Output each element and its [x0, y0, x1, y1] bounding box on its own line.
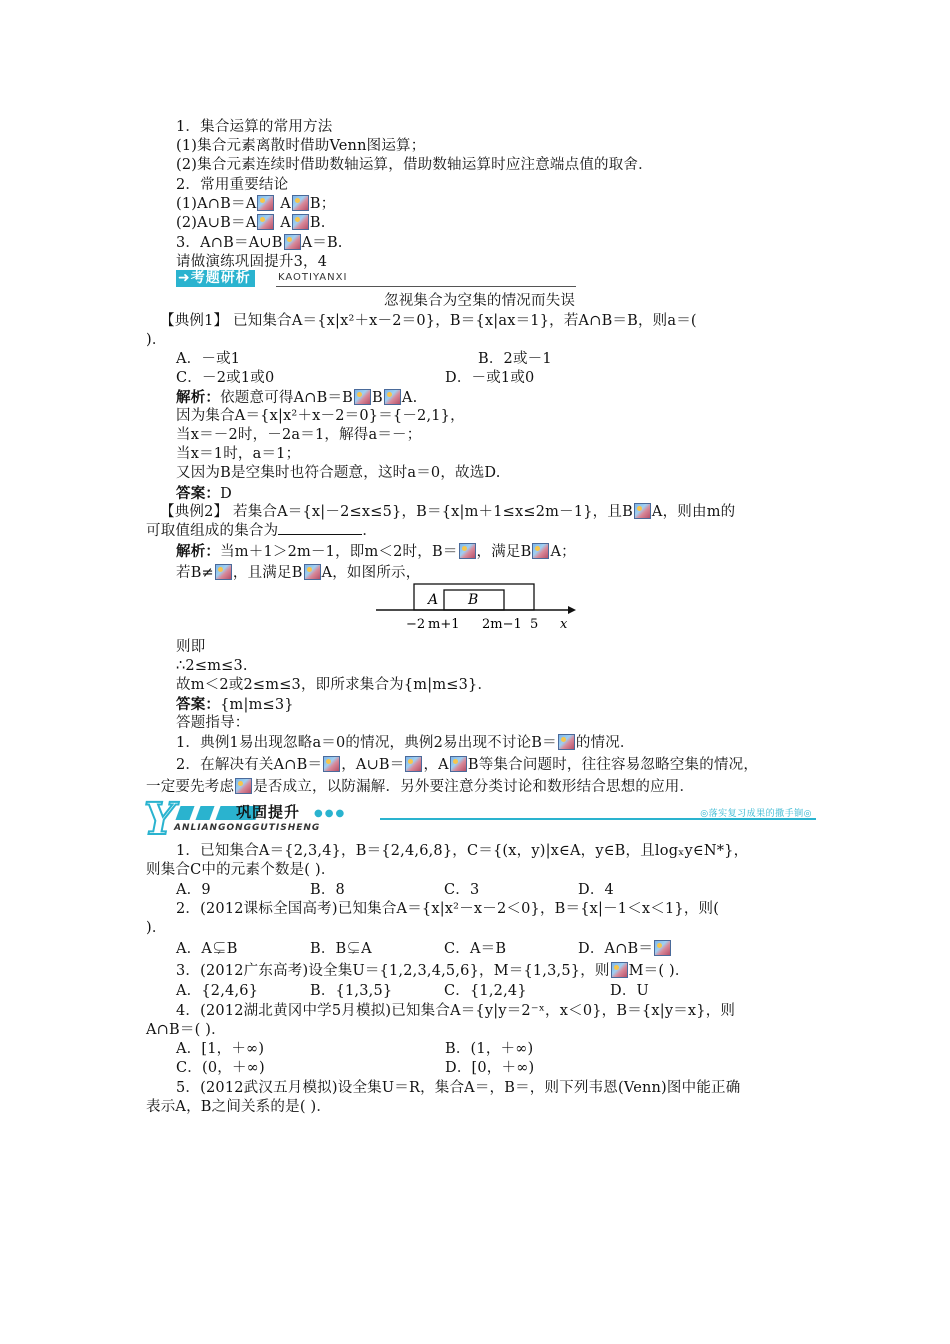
text-line	[176, 734, 635, 753]
option-a: A．9	[176, 882, 211, 898]
option-b: B．B⊊A	[310, 941, 372, 957]
text: 2．在解决有关A∩B＝	[176, 757, 323, 773]
text: 3．(2012广东高考)设全集U＝{1,2,3,4,5,6}，M＝{1,3,5}，则	[176, 963, 610, 979]
missing-image-icon	[235, 778, 252, 794]
option-c: C．(0，＋∞)	[176, 1060, 265, 1076]
missing-image-icon	[257, 214, 274, 230]
text: ，A∪B＝	[341, 757, 405, 773]
option-c: C．A＝B	[444, 941, 507, 957]
banner-title: 巩固提升	[236, 803, 301, 821]
banner-tag	[176, 270, 255, 287]
missing-image-icon	[304, 564, 321, 580]
tick-label: 2m−1	[482, 617, 522, 632]
text: 若B≠	[176, 565, 214, 581]
number-line-figure	[372, 582, 582, 634]
option-d: D．－或1或0	[445, 370, 535, 386]
text: (1)A∩B＝A	[176, 196, 257, 212]
tick-label: −2	[406, 617, 426, 632]
option-a: A．A⊊B	[176, 941, 238, 957]
option-b: B．8	[310, 882, 345, 898]
text: A；	[550, 544, 576, 560]
missing-image-icon	[405, 756, 422, 772]
missing-image-icon	[354, 389, 371, 405]
practice-question: 2．(2012课标全国高考)已知集合A＝{x|x²－x－2＜0}，B＝{x|－1＜x＜1}，则(	[176, 901, 720, 917]
text: ．	[362, 523, 378, 539]
answer-value: {m|m≤3}	[220, 697, 294, 713]
option-b: B．2或－1	[478, 351, 552, 367]
text: B.	[309, 215, 326, 231]
option-a: A．－或1	[176, 351, 241, 367]
missing-image-icon	[292, 195, 309, 211]
missing-image-icon	[284, 234, 301, 250]
section-banner-gonggu	[144, 794, 816, 845]
option-a: A．[1，＋∞)	[176, 1041, 265, 1057]
text: 1．典例1易出现忽略a＝0的情况，典例2易出现不讨论B＝	[176, 735, 557, 751]
text-line: (1)集合元素离散时借助Venn图运算；	[176, 138, 426, 154]
text-line	[176, 542, 576, 562]
text-line	[176, 195, 335, 214]
missing-image-icon	[323, 756, 340, 772]
text-line: 当x＝1时，a＝1；	[176, 446, 301, 462]
text: 可取值组成的集合为	[146, 523, 279, 539]
option-c: C．{1,2,4}	[444, 983, 527, 999]
option-b: B．{1,3,5}	[310, 983, 393, 999]
answer-label: 答案：	[176, 696, 221, 713]
text-line	[146, 522, 377, 541]
answer-line	[176, 484, 232, 504]
missing-image-icon	[654, 940, 671, 956]
tick-label: 5	[530, 617, 539, 632]
text: A，如图所示，	[321, 565, 421, 581]
text: ，A	[423, 757, 449, 773]
text-line: 又因为B是空集时也符合题意，这时a＝0，故选D.	[176, 465, 501, 481]
set-a-label: A	[428, 592, 439, 608]
text: 【典例2】 若集合A＝{x|－2≤x≤5}，B＝{x|m＋1≤x≤2m－1}，且B	[160, 504, 633, 520]
text: ，满足B	[476, 544, 532, 560]
answer-label: 答案：	[176, 485, 221, 502]
missing-image-icon	[384, 389, 401, 405]
example1-question-end: )．	[146, 332, 167, 348]
option-c: C．－2或1或0	[176, 370, 275, 386]
banner-subtitle: KAOTIYANXI	[278, 272, 348, 283]
text: 的情况．	[575, 735, 635, 751]
text: A	[280, 215, 291, 231]
text: B	[372, 390, 383, 406]
axis-arrow	[568, 606, 576, 614]
missing-image-icon	[450, 756, 467, 772]
arrow-right-icon: ➜	[178, 270, 191, 286]
text-line: 则即	[176, 639, 206, 655]
text-line	[146, 778, 694, 797]
text: 3．A∩B＝A∪B	[176, 235, 283, 251]
missing-image-icon	[257, 195, 274, 211]
text-line	[176, 214, 326, 233]
text-line	[176, 564, 420, 583]
option-d: D．[0，＋∞)	[445, 1060, 535, 1076]
option-a: A．{2,4,6}	[176, 983, 259, 999]
option-d	[578, 940, 672, 959]
text: A	[280, 196, 291, 212]
text: A，则由m的	[651, 504, 736, 520]
banner-subtitle: ANLIANGONGGUTISHENG	[174, 823, 321, 833]
practice-question	[176, 962, 690, 981]
text: A＝B.	[301, 235, 343, 251]
text-line: A∩B＝( )．	[146, 1022, 226, 1038]
answer-line	[176, 695, 294, 715]
answer-blank	[278, 522, 362, 535]
text-line: ∴2≤m≤3.	[176, 658, 248, 674]
section-banner-kaoti	[176, 270, 402, 290]
text: 当m＋1＞2m－1，即m＜2时，B＝	[220, 544, 458, 560]
option-b: B．(1，＋∞)	[445, 1041, 534, 1057]
practice-question: 5．(2012武汉五月模拟)设全集U＝R，集合A＝，B＝，则下列韦恩(Venn)图中能正确	[176, 1080, 741, 1096]
missing-image-icon	[532, 543, 549, 559]
text: B等集合问题时，往往容易忽略空集的情况，	[467, 757, 759, 773]
text-line: 当x＝－2时，－2a＝1，解得a＝－；	[176, 427, 422, 443]
text: (2)A∪B＝A	[176, 215, 257, 231]
example2-question	[160, 503, 735, 522]
text-line	[176, 388, 417, 408]
text-line: 故m＜2或2≤m≤3，即所求集合为{m|m≤3}．	[176, 677, 493, 693]
example1-question: 【典例1】 已知集合A＝{x|x²＋x－2＝0}，B＝{x|ax＝1}，若A∩B＝B，则a＝(	[160, 313, 697, 329]
banner-bar	[195, 806, 214, 820]
missing-image-icon	[634, 503, 651, 519]
option-c: C．3	[444, 882, 480, 898]
axis-label: x	[560, 617, 568, 632]
tick-label: m+1	[428, 617, 460, 632]
banner-dots: ●●●	[314, 808, 347, 819]
text-line: 表示A，B之间关系的是( )．	[146, 1099, 332, 1115]
text: A.	[401, 390, 418, 406]
missing-image-icon	[292, 214, 309, 230]
text-line: 1．集合运算的常用方法	[176, 119, 333, 135]
option-d: D．4	[578, 882, 614, 898]
option-d: D．U	[610, 983, 649, 999]
text-line: 2．常用重要结论	[176, 177, 289, 193]
solution-label: 解析：	[176, 389, 221, 406]
text-line: )．	[146, 920, 167, 936]
solution-label: 解析：	[176, 543, 221, 560]
banner-title: 考题研析	[190, 270, 251, 286]
practice-question: 4．(2012湖北黄冈中学5月模拟)已知集合A＝{y|y＝2⁻ˣ，x＜0}，B＝{x|y＝x}，则	[176, 1003, 736, 1019]
text: D．A∩B＝	[578, 941, 654, 957]
text: ，且满足B	[232, 565, 303, 581]
text-line: 因为集合A＝{x|x²＋x－2＝0}＝{－2,1}，	[176, 408, 465, 424]
missing-image-icon	[215, 564, 232, 580]
section-title: 忽视集合为空集的情况而失误	[384, 293, 576, 309]
practice-question: 1．已知集合A＝{2,3,4}，B＝{2,4,6,8}，C＝{(x，y)|x∈A，y∈B，且logₓy∈N*}，	[176, 843, 749, 859]
text: M＝( )．	[628, 963, 690, 979]
divider	[276, 286, 576, 287]
text: B；	[309, 196, 336, 212]
missing-image-icon	[459, 543, 476, 559]
banner-slogan: ◎落实复习成果的撒手锏◎	[700, 809, 812, 819]
text-line: 请做演练巩固提升3，4	[176, 254, 328, 270]
banner-letter: Y	[144, 794, 176, 845]
guide-title: 答题指导：	[176, 715, 250, 731]
text-line: (2)集合元素连续时借助数轴运算，借助数轴运算时应注意端点值的取舍．	[176, 157, 653, 173]
text-line: 则集合C中的元素个数是( )．	[146, 862, 336, 878]
missing-image-icon	[611, 962, 628, 978]
banner-bar	[175, 806, 194, 820]
text: 依题意可得A∩B＝B	[220, 390, 354, 406]
text-line	[176, 756, 758, 775]
set-b-label: B	[468, 592, 479, 608]
missing-image-icon	[558, 734, 575, 750]
text: 是否成立，以防漏解．另外要注意分类讨论和数形结合思想的应用．	[253, 779, 695, 795]
text: 一定要先考虑	[146, 779, 235, 795]
answer-value: D	[220, 486, 232, 502]
text-line	[176, 234, 343, 253]
